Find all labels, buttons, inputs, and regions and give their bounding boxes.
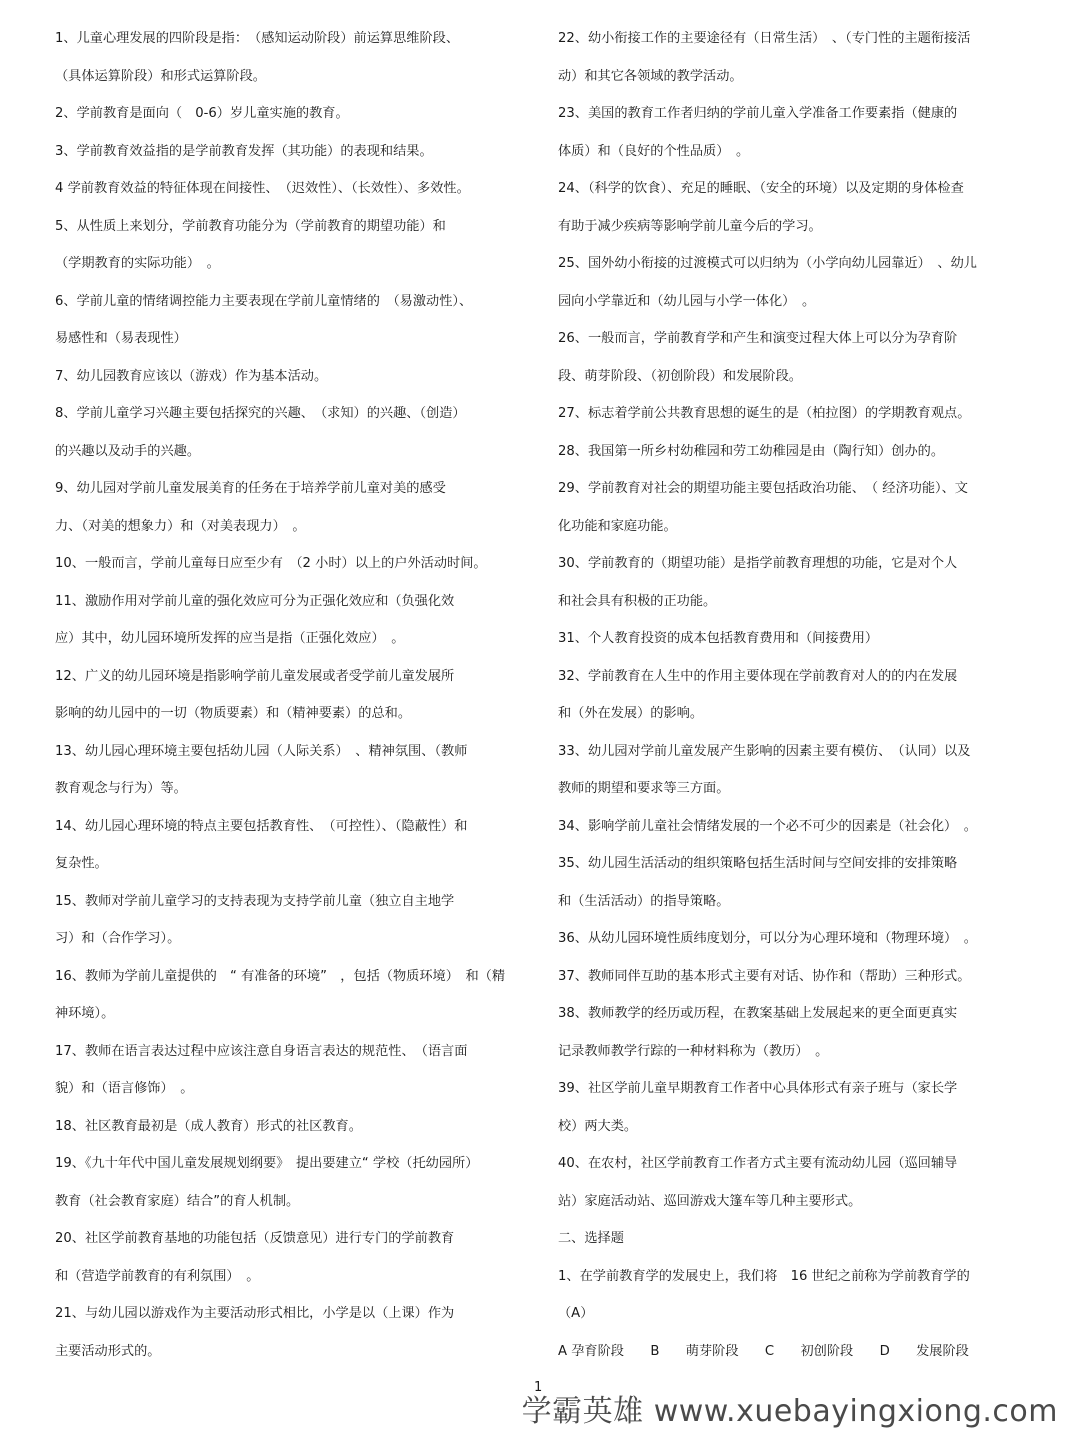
text-line: 31、个人教育投资的成本包括教育费用和（间接费用） (558, 631, 879, 646)
text-line: 23、美国的教育工作者归纳的学前儿童入学准备工作要素指（健康的 (558, 106, 958, 121)
text-line: （具体运算阶段）和形式运算阶段。 (55, 68, 266, 84)
text-line: 36、从幼儿园环境性质纬度划分，可以分为心理环境和（物理环境） 。 (558, 931, 977, 946)
text-line: 17、教师在语言表达过程中应该注意自身语言表达的规范性、 （语言面 (55, 1043, 468, 1059)
text-line: 应）其中，幼儿园环境所发挥的应当是指（正强化效应） 。 (55, 631, 405, 646)
text-line: 1、在学前教育学的发展史上，我们将 16 世纪之前称为学前教育学的 (558, 1268, 970, 1284)
text-line: 记录教师教学行踪的一种材料称为（教历） 。 (558, 1043, 829, 1059)
page-number: 1 (534, 1380, 543, 1395)
text-line: 3、学前教育效益指的是学前教育发挥（其功能）的表现和结果。 (55, 143, 433, 159)
text-line: 32、学前教育在人生中的作用主要体现在学前教育对人的的内在发展 (558, 668, 958, 684)
text-line: 11、激励作用对学前儿童的强化效应可分为正强化效应和（负强化效 (55, 593, 455, 609)
text-line: （A） (558, 1306, 594, 1321)
text-line: 10、一般而言，学前儿童每日应至少有 （2 小时）以上的户外活动时间。 (55, 556, 487, 571)
text-line: 12、广义的幼儿园环境是指影响学前儿童发展或者受学前儿童发展所 (55, 668, 455, 684)
text-line: 和（营造学前教育的有利氛围） 。 (55, 1268, 260, 1284)
text-line: 19、《九十年代中国儿童发展规划纲要》 提出要建立“ 学校（托幼园所） (55, 1156, 479, 1171)
text-line: 38、教师教学的经历或历程，在教案基础上发展起来的更全面更真实 (558, 1006, 958, 1021)
text-line: 34、影响学前儿童社会情绪发展的一个必不可少的因素是（社会化） 。 (558, 818, 977, 834)
text-line: 的兴趣以及动手的兴趣。 (55, 443, 201, 459)
text-line: 16、教师为学前儿童提供的 “ 有准备的环境” ，包括（物质环境） 和（精 (55, 968, 506, 984)
text-line: 主要活动形式的。 (55, 1343, 161, 1359)
text-line: 40、在农村，社区学前教育工作者方式主要有流动幼儿园（巡回辅导 (558, 1156, 958, 1171)
text-line: 4 学前教育效益的特征体现在间接性、 （迟效性）、（长效性）、多效性。 (55, 181, 470, 196)
text-line: 易感性和（易表现性） (55, 331, 187, 346)
text-line: （学期教育的实际功能） 。 (55, 256, 220, 271)
text-line: 二、选择题 (558, 1231, 624, 1246)
text-line: 体质）和（良好的个性品质） 。 (558, 143, 750, 159)
text-line: 9、幼儿园对学前儿童发展美育的任务在于培养学前儿童对美的感受 (55, 481, 446, 496)
text-line: 7、幼儿园教育应该以（游戏）作为基本活动。 (55, 368, 328, 384)
text-line: 22、幼小衔接工作的主要途径有（日常生活） 、（专门性的主题衔接活 (558, 31, 971, 46)
text-line: 有助于减少疾病等影响学前儿童今后的学习。 (558, 218, 822, 234)
text-line: 29、学前教育对社会的期望功能主要包括政治功能、 （ 经济功能）、文 (558, 481, 968, 496)
text-line: 貌）和（语言修饰） 。 (55, 1081, 194, 1096)
left-column (55, 30, 530, 1380)
text-line: 化功能和家庭功能。 (558, 518, 677, 534)
text-line: 21、与幼儿园以游戏作为主要活动形式相比，小学是以（上课）作为 (55, 1306, 455, 1321)
text-line: 和（生活活动）的指导策略。 (558, 893, 730, 909)
text-line: 28、我国第一所乡村幼稚园和劳工幼稚园是由（陶行知）创办的。 (558, 443, 945, 459)
text-line: 力、（对美的想象力）和（对美表现力） 。 (55, 518, 306, 534)
text-line: 校）两大类。 (558, 1118, 638, 1134)
text-line: 神环境）。 (55, 1006, 115, 1021)
site-watermark: 学霸英雄 www.xuebayingxiong.com (521, 1394, 1058, 1429)
text-line: 教育观念与行为）等。 (55, 781, 187, 796)
text-line: 15、教师对学前儿童学习的支持表现为支持学前儿童（独立自主地学 (55, 893, 455, 909)
text-line: 25、国外幼小衔接的过渡模式可以归纳为（小学向幼儿园靠近） 、幼儿 (558, 256, 977, 271)
text-line: 影响的幼儿园中的一切（物质要素）和（精神要素）的总和。 (55, 706, 412, 721)
text-line: 24、（科学的饮食）、充足的睡眠、（安全的环境）以及定期的身体检查 (558, 181, 964, 196)
right-column (558, 30, 1033, 1380)
text-line: 35、幼儿园生活活动的组织策略包括生活时间与空间安排的安排策略 (558, 856, 958, 871)
text-line: 习）和（合作学习）。 (55, 931, 181, 946)
text-line: 5、从性质上来划分，学前教育功能分为（学前教育的期望功能）和 (55, 218, 446, 234)
text-line: 教育（社会教育家庭）结合”的育人机制。 (55, 1193, 300, 1209)
text-line: 20、社区学前教育基地的功能包括（反馈意见）进行专门的学前教育 (55, 1231, 455, 1246)
text-line: 27、标志着学前公共教育思想的诞生的是（柏拉图）的学期教育观点。 (558, 406, 971, 421)
text-line: 复杂性。 (55, 856, 108, 871)
text-line: 14、幼儿园心理环境的特点主要包括教育性、 （可控性）、（隐蔽性）和 (55, 818, 468, 834)
text-line: 33、幼儿园对学前儿童发展产生影响的因素主要有模仿、 （认同）以及 (558, 743, 971, 759)
text-line: 26、一般而言，学前教育学和产生和演变过程大体上可以分为孕育阶 (558, 331, 958, 346)
text-line: A 孕育阶段 B 萌芽阶段 C 初创阶段 D 发展阶段 (558, 1343, 969, 1359)
text-line: 1、儿童心理发展的四阶段是指： （感知运动阶段）前运算思维阶段、 (55, 31, 459, 46)
text-line: 园向小学靠近和（幼儿园与小学一体化） 。 (558, 293, 816, 309)
text-line: 37、教师同伴互助的基本形式主要有对话、协作和（帮助）三种形式。 (558, 968, 971, 984)
text-line: 动）和其它各领域的教学活动。 (558, 68, 743, 84)
text-line: 8、学前儿童学习兴趣主要包括探究的兴趣、 （求知）的兴趣、（创造） (55, 406, 466, 421)
text-line: 和社会具有积极的正功能。 (558, 593, 717, 609)
text-line: 2、学前教育是面向（ 0-6）岁儿童实施的教育。 (55, 106, 349, 121)
text-line: 站）家庭活动站、巡回游戏大篷车等几种主要形式。 (558, 1193, 862, 1209)
text-line: 18、社区教育最初是（成人教育）形式的社区教育。 (55, 1118, 362, 1134)
text-line: 段、萌芽阶段、（初创阶段）和发展阶段。 (558, 368, 802, 384)
text-line: 13、幼儿园心理环境主要包括幼儿园（人际关系） 、精神氛围、（教师 (55, 743, 468, 759)
text-line: 6、学前儿童的情绪调控能力主要表现在学前儿童情绪的 （易激动性）、 (55, 293, 473, 309)
text-line: 30、学前教育的（期望功能）是指学前教育理想的功能，它是对个人 (558, 556, 958, 571)
text-line: 和（外在发展）的影响。 (558, 706, 704, 721)
text-line: 教师的期望和要求等三方面。 (558, 781, 730, 796)
text-line: 39、社区学前儿童早期教育工作者中心具体形式有亲子班与（家长学 (558, 1081, 958, 1096)
